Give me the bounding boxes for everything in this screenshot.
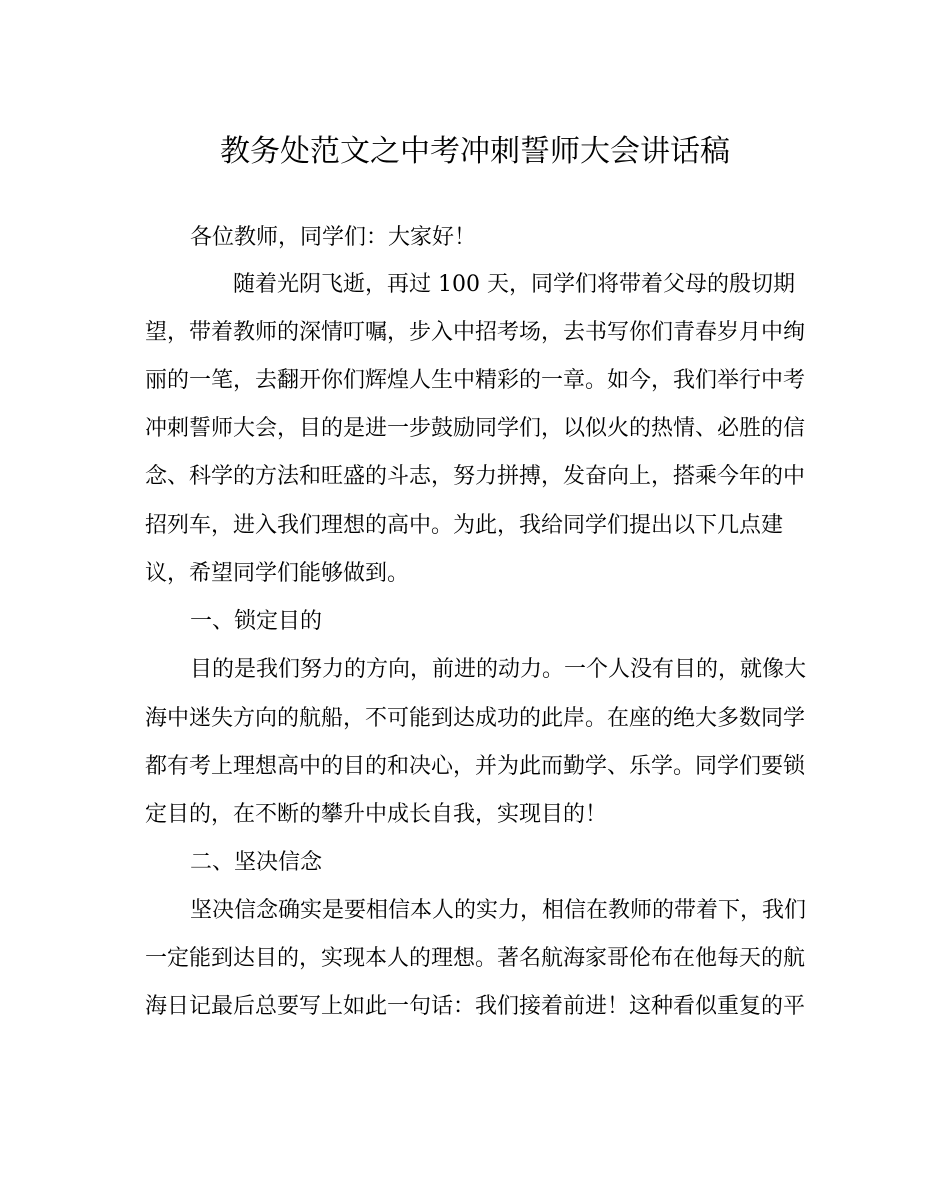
paragraph-line: 丽的一笔，去翻开你们辉煌人生中精彩的一章。如今，我们举行中考 xyxy=(145,368,806,393)
paragraph-line: 一定能到达目的，实现本人的理想。著名航海家哥伦布在他每天的航 xyxy=(145,946,806,971)
paragraph-line: 定目的，在不断的攀升中成长自我，实现目的！ xyxy=(145,802,608,827)
paragraph-line: 冲刺誓师大会，目的是进一步鼓励同学们，以似火的热情、必胜的信 xyxy=(145,416,806,441)
paragraph-line: 念、科学的方法和旺盛的斗志，努力拼搏，发奋向上，搭乘今年的中 xyxy=(145,464,806,489)
paragraph-line: 招列车，进入我们理想的高中。为此，我给同学们提出以下几点建 xyxy=(145,513,784,538)
paragraph-line: 坚决信念确实是要相信本人的实力，相信在教师的带着下，我们 xyxy=(190,898,807,923)
paragraph-line: 议，希望同学们能够做到。 xyxy=(145,561,410,586)
section-heading: 一、锁定目的 xyxy=(190,609,323,634)
document-title: 教务处范文之中考冲刺誓师大会讲话稿 xyxy=(220,134,730,169)
paragraph-line: 都有考上理想高中的目的和决心，并为此而勤学、乐学。同学们要锁 xyxy=(145,754,806,779)
paragraph-line: 望，带着教师的深情叮嘱，步入中招考场，去书写你们青春岁月中绚 xyxy=(145,320,806,345)
greeting-line: 各位教师，同学们：大家好！ xyxy=(190,225,477,250)
paragraph-line: 目的是我们努力的方向，前进的动力。一个人没有目的，就像大 xyxy=(190,657,807,682)
paragraph-line: 随着光阴飞逝，再过 100 天，同学们将带着父母的殷切期 xyxy=(233,272,795,297)
paragraph-line: 海中迷失方向的航船，不可能到达成功的此岸。在座的绝大多数同学 xyxy=(145,706,806,731)
section-heading: 二、坚决信念 xyxy=(190,850,323,875)
paragraph-line: 海日记最后总要写上如此一句话：我们接着前进！这种看似重复的平 xyxy=(145,994,806,1019)
